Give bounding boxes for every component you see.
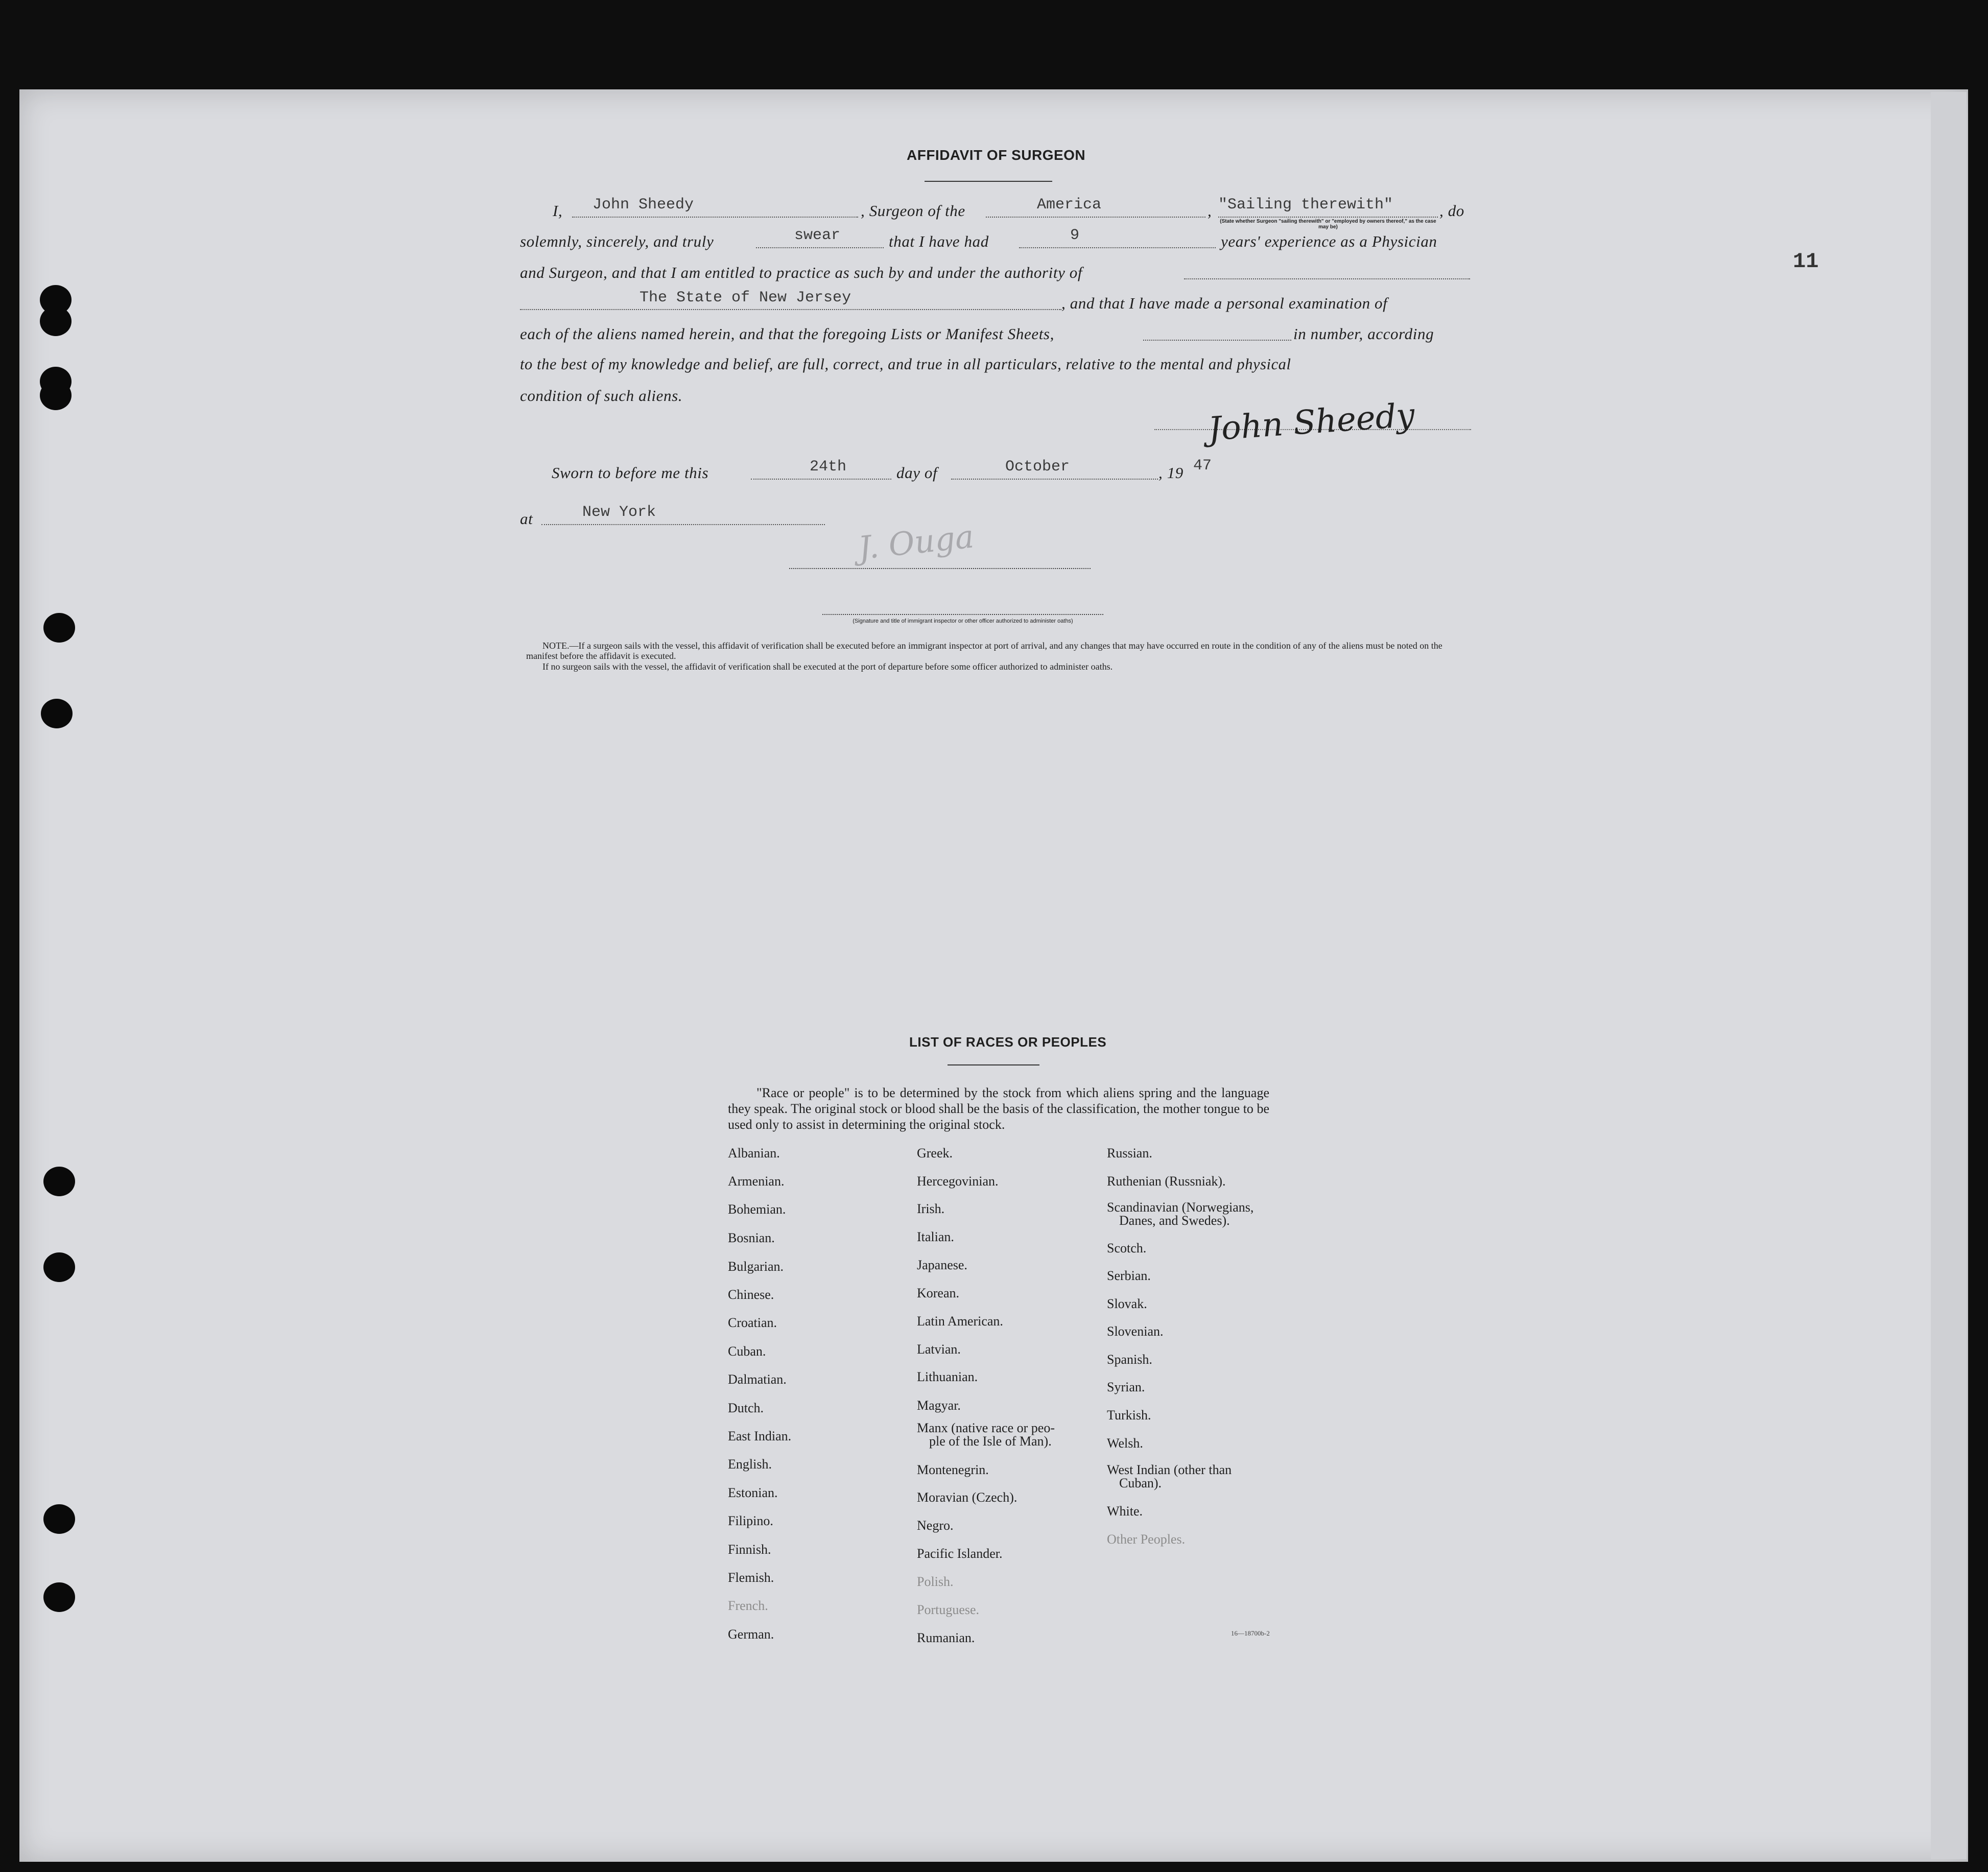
text-year-prefix: , 19 — [1158, 464, 1184, 482]
text-at: at — [520, 510, 533, 528]
binder-hole — [40, 381, 72, 410]
race-entry: Bohemian. — [728, 1202, 786, 1217]
race-entry: Italian. — [917, 1229, 954, 1244]
text-sworn: Sworn to before me this — [552, 464, 709, 482]
binder-hole — [43, 1252, 75, 1282]
text-to-the-best: to the best of my knowledge and belief, are full, correct, and true in all particulars, relative to the mental and physical — [520, 356, 1291, 373]
race-entry: Greek. — [917, 1146, 953, 1160]
text-years-experience: years' experience as a Physician — [1221, 232, 1437, 250]
race-entry: Irish. — [917, 1201, 945, 1216]
text-and-surgeon: and Surgeon, and that I am entitled to practice as such by and under the authority of — [520, 264, 1083, 281]
text-surgeon-of-the: , Surgeon of the — [861, 202, 965, 220]
race-entry: Finnish. — [728, 1542, 771, 1557]
sworn-day-field: 24th — [810, 458, 847, 476]
race-entry: Filipino. — [728, 1513, 773, 1528]
form-code: 16—18700b-2 — [1231, 1629, 1270, 1637]
races-title-rule — [948, 1064, 1039, 1065]
race-entry: Negro. — [917, 1518, 954, 1533]
race-entry: Slovenian. — [1107, 1324, 1164, 1339]
sworn-place-field: New York — [582, 504, 656, 521]
race-entry: Scandinavian (Norwegians, — [1107, 1200, 1254, 1215]
race-entry: Polish. — [917, 1574, 954, 1589]
race-entry: Manx (native race or peo- — [917, 1420, 1055, 1435]
race-entry: Syrian. — [1107, 1380, 1145, 1394]
text-i: I, — [553, 202, 563, 220]
page-number: 11 — [1793, 249, 1819, 274]
race-entry: Estonian. — [728, 1485, 778, 1500]
years-line — [1019, 229, 1216, 248]
race-entry: Latvian. — [917, 1342, 961, 1357]
sworn-month-field: October — [1005, 458, 1070, 476]
race-entry: Croatian. — [728, 1315, 777, 1330]
race-entry: ple of the Isle of Man). — [929, 1434, 1052, 1449]
race-entry: East Indian. — [728, 1429, 792, 1443]
race-entry: Japanese. — [917, 1258, 967, 1272]
text-each-of: each of the aliens named herein, and that the foregoing Lists or Manifest Sheets, — [520, 325, 1054, 343]
race-entry: Portuguese. — [917, 1602, 980, 1617]
official-signature-line — [789, 568, 1091, 569]
race-entry: Serbian. — [1107, 1268, 1151, 1283]
race-entry: Lithuanian. — [917, 1369, 978, 1384]
note-2: If no surgeon sails with the vessel, the affidavit of verification shall be executed at the port of departure before some officer authorized to administer oaths. — [542, 661, 1113, 672]
sworn-year-field: 47 — [1193, 457, 1212, 475]
years-field: 9 — [1070, 227, 1080, 244]
race-entry: White. — [1107, 1504, 1143, 1519]
race-entry: Cuban. — [728, 1344, 766, 1359]
race-entry: Magyar. — [917, 1398, 961, 1413]
race-entry: Turkish. — [1107, 1408, 1151, 1423]
binder-hole — [40, 306, 72, 336]
text-comma: , — [1208, 202, 1212, 220]
binder-hole — [43, 1167, 75, 1196]
text-do: , do — [1439, 202, 1464, 220]
oath-field: swear — [794, 227, 841, 244]
page-edge — [1931, 92, 1967, 1859]
race-entry: Cuban). — [1119, 1476, 1162, 1490]
race-entry: English. — [728, 1457, 772, 1472]
race-entry: Other Peoples. — [1107, 1532, 1186, 1547]
official-caption: (Signature and title of immigrant inspector or other officer authorized to administer oaths) — [853, 618, 1073, 624]
race-entry: Ruthenian (Russniak). — [1107, 1174, 1226, 1189]
text-day-of: day of — [896, 464, 938, 482]
affidavit-title: AFFIDAVIT OF SURGEON — [907, 147, 1086, 163]
sheets-count-line — [1143, 321, 1291, 341]
official-signature: J. Ouga — [856, 517, 976, 567]
text-and-that: , and that I have made a personal examination of — [1061, 294, 1388, 312]
text-in-number: in number, according — [1293, 325, 1434, 343]
binder-hole — [41, 699, 73, 728]
binder-hole — [43, 1504, 75, 1534]
race-entry: Moravian (Czech). — [917, 1490, 1017, 1505]
race-entry: Scotch. — [1107, 1241, 1147, 1255]
race-entry: Pacific Islander. — [917, 1546, 1003, 1561]
race-entry: Hercegovinian. — [917, 1174, 999, 1189]
race-entry: Rumanian. — [917, 1630, 975, 1645]
race-entry: Korean. — [917, 1286, 960, 1300]
text-condition: condition of such aliens. — [520, 387, 683, 405]
race-entry: Bulgarian. — [728, 1259, 784, 1274]
race-entry: Danes, and Swedes). — [1119, 1213, 1230, 1228]
surgeon-name-field: John Sheedy — [593, 196, 694, 214]
race-entry: West Indian (other than — [1107, 1462, 1232, 1477]
race-entry: French. — [728, 1598, 768, 1613]
races-intro: "Race or people" is to be determined by the stock from which aliens spring and the language they speak. The original stock or blood shall be the basis of the classification, the mother tongue to be used only to assist in determining the original stock. — [728, 1085, 1269, 1132]
race-entry: Spanish. — [1107, 1352, 1152, 1367]
note-1: NOTE.—If a surgeon sails with the vessel, this affidavit of verification shall be executed before an immigrant inspector at port of arrival, and any changes that may have occurred en route in the condition of any of the aliens must be noted on the manifest before the affidavit is executed. — [526, 641, 1442, 661]
title-rule — [925, 181, 1052, 182]
race-entry: Slovak. — [1107, 1296, 1147, 1311]
capacity-field: "Sailing therewith" — [1218, 196, 1393, 214]
race-entry: Welsh. — [1107, 1436, 1143, 1451]
race-entry: Montenegrin. — [917, 1462, 989, 1477]
authority-field: The State of New Jersey — [640, 289, 851, 306]
text-solemnly: solemnly, sincerely, and truly — [520, 232, 714, 250]
official-title-line — [822, 614, 1103, 615]
race-entry: Russian. — [1107, 1146, 1152, 1160]
text-that-i-have-had: that I have had — [889, 232, 989, 250]
authority-line-top — [1184, 260, 1470, 279]
race-entry: Dalmatian. — [728, 1372, 787, 1387]
race-entry: Flemish. — [728, 1570, 774, 1585]
race-entry: Chinese. — [728, 1287, 774, 1302]
surgeon-signature: John Sheedy — [1206, 396, 1416, 449]
race-entry: Dutch. — [728, 1401, 764, 1415]
races-title: LIST OF RACES OR PEOPLES — [909, 1034, 1107, 1050]
race-entry: Armenian. — [728, 1174, 785, 1189]
capacity-note: (State whether Surgeon "sailing therewith" or "employed by owners thereof," as the case may be) — [1220, 219, 1436, 230]
race-entry: German. — [728, 1627, 774, 1642]
race-entry: Bosnian. — [728, 1230, 775, 1245]
race-entry: Latin American. — [917, 1314, 1003, 1329]
binder-hole — [43, 613, 75, 643]
race-entry: Albanian. — [728, 1146, 780, 1160]
vessel-field: America — [1037, 196, 1102, 214]
binder-hole — [43, 1582, 75, 1612]
